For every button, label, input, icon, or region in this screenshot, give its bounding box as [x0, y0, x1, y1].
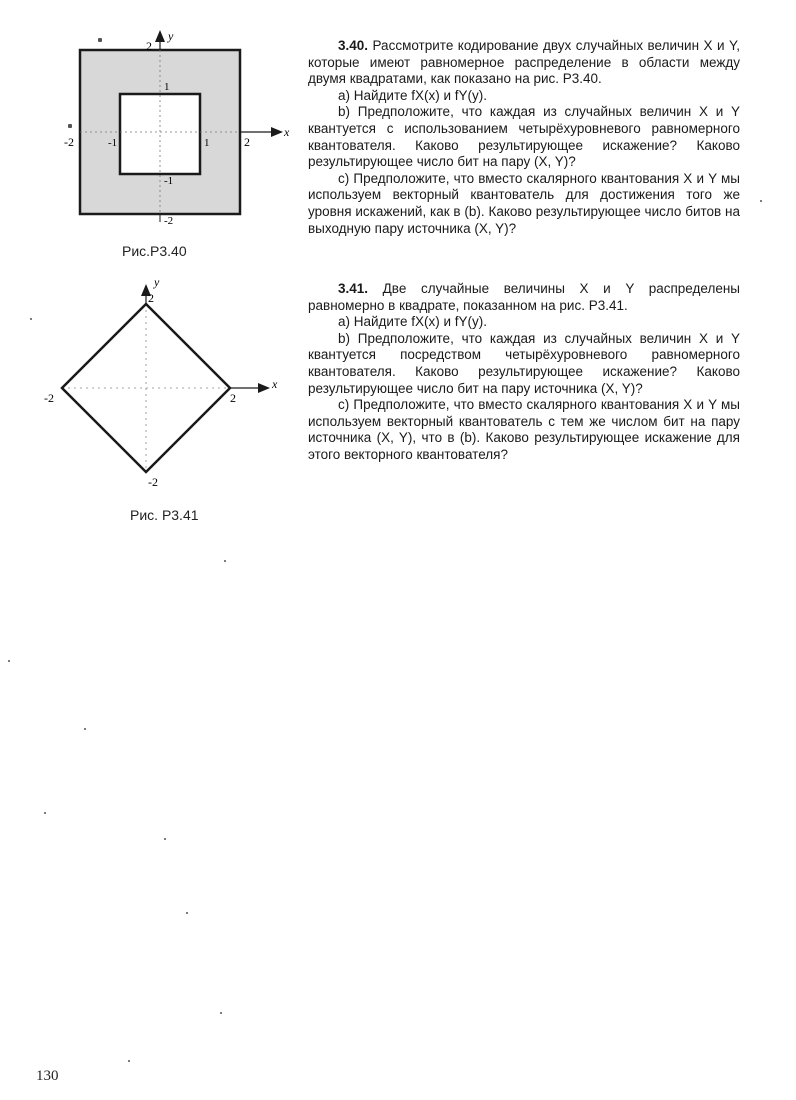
tick-y-neg2: -2: [164, 215, 174, 227]
scan-speck: [164, 838, 166, 840]
tick-y-pos2: 2: [148, 291, 154, 305]
figure-p3-40: [50, 26, 300, 232]
problem-part-a: а) Найдите fX(x) и fY(y).: [338, 314, 488, 330]
problem-part-b: b) Предположите, что каждая из случайных величин X и Y квантуется с использованием четырёхуровневого равномерного квантователя. Каково результирующее искажение? Каково результирующее число бит на пару (X, Y)?: [308, 104, 740, 170]
tick-x-pos1: 1: [204, 137, 210, 149]
scan-speck: [30, 318, 32, 320]
scan-speck: [44, 812, 46, 814]
tick-x-pos2: 2: [230, 391, 236, 405]
problem-3-41: [308, 281, 740, 464]
scan-speck: [68, 124, 72, 128]
tick-y-pos1: 1: [164, 81, 170, 93]
scan-speck: [84, 728, 86, 730]
problem-intro-text: Две случайные величины X и Y распределены равномерно в квадрате, показанном на рис. Р3.41.: [308, 281, 740, 313]
figure-p3-41: [40, 276, 290, 498]
scan-speck: [186, 912, 188, 914]
axis-label-y: y: [154, 276, 160, 289]
problem-3-40: [308, 38, 740, 237]
scan-speck: [224, 560, 226, 562]
tick-x-pos2: 2: [244, 135, 250, 149]
x-axis-arrow-icon: [271, 127, 283, 137]
y-axis-arrow-icon: [155, 30, 165, 42]
tick-x-neg2: -2: [64, 135, 74, 149]
tick-x-neg2: -2: [44, 391, 54, 405]
scan-speck: [98, 38, 102, 42]
problem-part-c: c) Предположите, что вместо скалярного квантования X и Y мы используем векторный квантователь с тем же числом бит на пару источника (X, Y), что в (b). Каково результирующее искажение для этого векторного квантователя?: [308, 397, 740, 462]
axis-label-x: x: [272, 377, 278, 391]
scan-speck: [220, 1012, 222, 1014]
problem-intro: [308, 281, 740, 314]
problem-part-a: а) Найдите fX(x) и fY(y).: [338, 87, 488, 103]
tick-y-neg1: -1: [164, 175, 174, 187]
scan-speck: [8, 660, 10, 662]
scan-speck: [760, 200, 762, 202]
problem-part-b: b) Предположите, что каждая из случайных величин X и Y квантуется посредством четырёхуровневого равномерного квантователя. Каково результирующее искажение? Каково результирующее число бит на пару источника (X, Y)?: [308, 330, 740, 396]
figure-caption-p3-40: Рис.Р3.40: [122, 243, 187, 259]
problem-number: 3.40.: [338, 38, 369, 53]
axis-label-y: y: [168, 29, 174, 43]
x-axis-arrow-icon: [258, 383, 270, 393]
axis-label-x: x: [284, 125, 290, 139]
tick-y-pos2: 2: [146, 39, 152, 53]
problem-intro: [308, 38, 740, 88]
tick-x-neg1: -1: [108, 137, 118, 149]
figure-caption-p3-41: Рис. Р3.41: [130, 507, 199, 523]
problem-intro-text: Рассмотрите кодирование двух случайных величин X и Y, которые имеют равномерное распределение в области между двумя квадратами, как показано на рис. Р3.40.: [308, 38, 740, 87]
page-number: 130: [36, 1068, 59, 1084]
tick-y-neg2: -2: [148, 475, 158, 489]
problem-part-c: с) Предположите, что вместо скалярного квантования X и Y мы используем векторный квантователь для достижения того же уровня искажений, как в (b). Каково результирующее число битов на выходную пару источника (X, Y)?: [308, 170, 740, 236]
problem-number: 3.41.: [338, 281, 369, 296]
scan-speck: [128, 1060, 130, 1062]
